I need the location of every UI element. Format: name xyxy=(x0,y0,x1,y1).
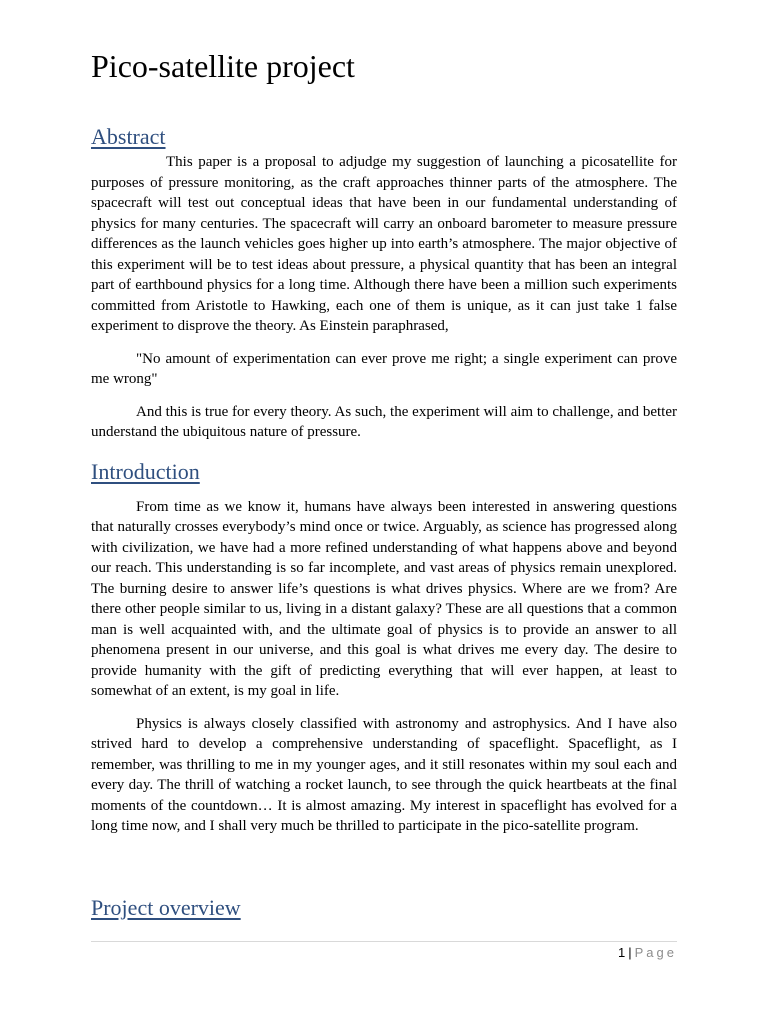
footer-separator: | xyxy=(628,945,632,960)
heading-introduction: Introduction xyxy=(91,458,200,484)
introduction-paragraph-1: From time as we know it, humans have always been interested in answering questions that naturally crosses everybody’s mind once or twice. Arguably, as science has progressed along with civilization, we have had a more refined understanding of what happens above and beyond our reach. This understanding is so far incomplete, and vast areas of physics remain unexplored. The burning desire to answer life’s questions is what drives physics. Where are we from? Are there other people similar to us, living in a distant galaxy? These are all questions that a common man is well acquainted with, and the ultimate goal of physics is to provide an answer to all phenomena present in our universe, and this goal is what drives me every day. The desire to provide humanity with the gift of predicting everything that will ever happen, at least to somewhat of an extent, is my goal in life. xyxy=(91,498,677,699)
document-title: Pico-satellite project xyxy=(91,48,355,84)
page-number: 1 xyxy=(618,945,626,960)
abstract-paragraph-1: This paper is a proposal to adjudge my suggestion of launching a picosatellite for purposes of pressure monitoring, as the craft approaches thinner parts of the atmosphere. The spacecraft will test out conceptual ideas that have been in our fundamental understanding of physics for many centuries. The spacecraft will carry an onboard barometer to measure pressure differences as the launch vehicles goes higher up into earth’s atmosphere. The major objective of this experiment will be to test ideas about pressure, a physical quantity that has been an integral part of earthbound physics for a long time. Although there have been a million such experiments committed from Aristotle to Hawking, each one of them is unique, as it can just take 1 false experiment to disprove the theory. As Einstein paraphrased, xyxy=(91,154,677,334)
heading-project-overview: Project overview xyxy=(91,894,241,920)
page-footer xyxy=(618,944,677,962)
einstein-quote: "No amount of experimentation can ever prove me right; a single experiment can prove me wrong" xyxy=(91,350,677,387)
page-content xyxy=(91,44,677,923)
abstract-paragraph-2: And this is true for every theory. As such, the experiment will aim to challenge, and better understand the ubiquitous nature of pressure. xyxy=(91,403,677,440)
page-label: Page xyxy=(634,945,677,960)
footer-divider xyxy=(91,941,677,942)
heading-abstract: Abstract xyxy=(91,124,166,149)
introduction-paragraph-2: Physics is always closely classified with astronomy and astrophysics. And I have also strived hard to develop a comprehensive understanding of spaceflight. Spaceflight, as I remember, was thrilling to me in my younger ages, and it still resonates within my soul each and every day. The thrill of watching a rocket launch, to see through the quick heartbeats at the final moments of the countdown… It is almost amazing. My interest in spaceflight has evolved for a long time now, and I shall very much be thrilled to participate in the pico-satellite program. xyxy=(91,715,677,834)
